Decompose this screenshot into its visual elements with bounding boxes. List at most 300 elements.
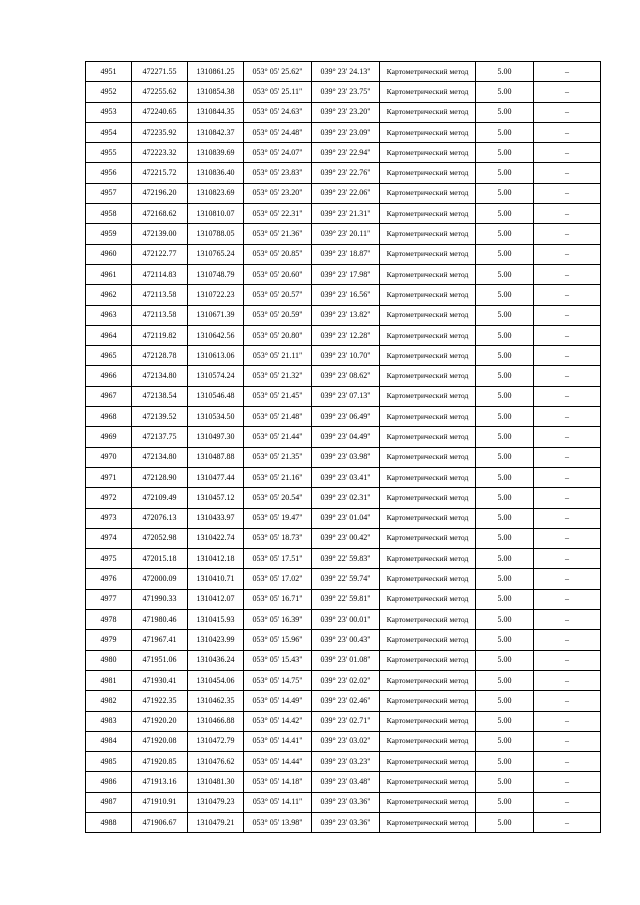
y-coordinate-cell: 1310574.24	[188, 366, 244, 386]
accuracy-cell: 5.00	[476, 610, 534, 630]
longitude-cell: 039° 23' 23.20"	[312, 102, 380, 122]
note-cell: –	[534, 305, 601, 325]
note-cell: –	[534, 792, 601, 812]
table-row	[86, 731, 601, 751]
method-cell: Картометрический метод	[380, 143, 476, 163]
accuracy-cell: 5.00	[476, 264, 534, 284]
accuracy-cell: 5.00	[476, 183, 534, 203]
longitude-cell: 039° 23' 06.49"	[312, 407, 380, 427]
method-cell: Картометрический метод	[380, 792, 476, 812]
note-cell: –	[534, 325, 601, 345]
table-row	[86, 346, 601, 366]
x-coordinate-cell: 471910.91	[132, 792, 188, 812]
note-cell: –	[534, 467, 601, 487]
accuracy-cell: 5.00	[476, 691, 534, 711]
y-coordinate-cell: 1310472.79	[188, 731, 244, 751]
table-row	[86, 670, 601, 690]
longitude-cell: 039° 23' 23.09"	[312, 122, 380, 142]
accuracy-cell: 5.00	[476, 427, 534, 447]
latitude-cell: 053° 05' 21.35"	[244, 447, 312, 467]
y-coordinate-cell: 1310436.24	[188, 650, 244, 670]
method-cell: Картометрический метод	[380, 102, 476, 122]
latitude-cell: 053° 05' 24.63"	[244, 102, 312, 122]
accuracy-cell: 5.00	[476, 711, 534, 731]
point-number-cell: 4988	[86, 812, 132, 832]
latitude-cell: 053° 05' 18.73"	[244, 528, 312, 548]
point-number-cell: 4957	[86, 183, 132, 203]
accuracy-cell: 5.00	[476, 62, 534, 82]
table-row	[86, 224, 601, 244]
point-number-cell: 4963	[86, 305, 132, 325]
accuracy-cell: 5.00	[476, 366, 534, 386]
point-number-cell: 4958	[86, 204, 132, 224]
accuracy-cell: 5.00	[476, 244, 534, 264]
latitude-cell: 053° 05' 24.07"	[244, 143, 312, 163]
longitude-cell: 039° 23' 16.56"	[312, 285, 380, 305]
method-cell: Картометрический метод	[380, 528, 476, 548]
table-row	[86, 569, 601, 589]
y-coordinate-cell: 1310613.06	[188, 346, 244, 366]
latitude-cell: 053° 05' 20.59"	[244, 305, 312, 325]
y-coordinate-cell: 1310748.79	[188, 264, 244, 284]
accuracy-cell: 5.00	[476, 122, 534, 142]
accuracy-cell: 5.00	[476, 346, 534, 366]
longitude-cell: 039° 23' 10.70"	[312, 346, 380, 366]
longitude-cell: 039° 22' 59.74"	[312, 569, 380, 589]
y-coordinate-cell: 1310410.71	[188, 569, 244, 589]
latitude-cell: 053° 05' 24.48"	[244, 122, 312, 142]
accuracy-cell: 5.00	[476, 305, 534, 325]
y-coordinate-cell: 1310534.50	[188, 407, 244, 427]
table-row	[86, 772, 601, 792]
latitude-cell: 053° 05' 25.11"	[244, 82, 312, 102]
table-row	[86, 447, 601, 467]
table-row	[86, 62, 601, 82]
longitude-cell: 039° 23' 03.02"	[312, 731, 380, 751]
y-coordinate-cell: 1310546.48	[188, 386, 244, 406]
table-row	[86, 752, 601, 772]
note-cell: –	[534, 508, 601, 528]
longitude-cell: 039° 23' 18.87"	[312, 244, 380, 264]
note-cell: –	[534, 610, 601, 630]
table-row	[86, 508, 601, 528]
latitude-cell: 053° 05' 21.32"	[244, 366, 312, 386]
table-row	[86, 427, 601, 447]
longitude-cell: 039° 23' 03.98"	[312, 447, 380, 467]
y-coordinate-cell: 1310454.06	[188, 670, 244, 690]
latitude-cell: 053° 05' 23.20"	[244, 183, 312, 203]
table-row	[86, 325, 601, 345]
method-cell: Картометрический метод	[380, 508, 476, 528]
note-cell: –	[534, 62, 601, 82]
note-cell: –	[534, 224, 601, 244]
note-cell: –	[534, 670, 601, 690]
x-coordinate-cell: 472255.62	[132, 82, 188, 102]
table-row	[86, 183, 601, 203]
point-number-cell: 4973	[86, 508, 132, 528]
method-cell: Картометрический метод	[380, 224, 476, 244]
y-coordinate-cell: 1310481.30	[188, 772, 244, 792]
method-cell: Картометрический метод	[380, 427, 476, 447]
table-row	[86, 528, 601, 548]
note-cell: –	[534, 346, 601, 366]
point-number-cell: 4956	[86, 163, 132, 183]
longitude-cell: 039° 23' 00.01"	[312, 610, 380, 630]
longitude-cell: 039° 23' 03.23"	[312, 752, 380, 772]
point-number-cell: 4985	[86, 752, 132, 772]
note-cell: –	[534, 752, 601, 772]
note-cell: –	[534, 285, 601, 305]
y-coordinate-cell: 1310836.40	[188, 163, 244, 183]
note-cell: –	[534, 143, 601, 163]
x-coordinate-cell: 472000.09	[132, 569, 188, 589]
point-number-cell: 4960	[86, 244, 132, 264]
accuracy-cell: 5.00	[476, 447, 534, 467]
point-number-cell: 4970	[86, 447, 132, 467]
point-number-cell: 4967	[86, 386, 132, 406]
table-row	[86, 143, 601, 163]
x-coordinate-cell: 471913.16	[132, 772, 188, 792]
longitude-cell: 039° 23' 01.08"	[312, 650, 380, 670]
longitude-cell: 039° 23' 02.71"	[312, 711, 380, 731]
latitude-cell: 053° 05' 15.96"	[244, 630, 312, 650]
y-coordinate-cell: 1310412.07	[188, 589, 244, 609]
method-cell: Картометрический метод	[380, 488, 476, 508]
y-coordinate-cell: 1310788.05	[188, 224, 244, 244]
note-cell: –	[534, 569, 601, 589]
point-number-cell: 4968	[86, 407, 132, 427]
method-cell: Картометрический метод	[380, 386, 476, 406]
x-coordinate-cell: 472015.18	[132, 549, 188, 569]
table-row	[86, 650, 601, 670]
latitude-cell: 053° 05' 20.54"	[244, 488, 312, 508]
method-cell: Картометрический метод	[380, 549, 476, 569]
table-row	[86, 589, 601, 609]
accuracy-cell: 5.00	[476, 670, 534, 690]
table-row	[86, 711, 601, 731]
latitude-cell: 053° 05' 14.49"	[244, 691, 312, 711]
accuracy-cell: 5.00	[476, 224, 534, 244]
note-cell: –	[534, 488, 601, 508]
longitude-cell: 039° 22' 59.83"	[312, 549, 380, 569]
method-cell: Картометрический метод	[380, 366, 476, 386]
x-coordinate-cell: 472271.55	[132, 62, 188, 82]
method-cell: Картометрический метод	[380, 122, 476, 142]
method-cell: Картометрический метод	[380, 82, 476, 102]
x-coordinate-cell: 471980.46	[132, 610, 188, 630]
point-number-cell: 4977	[86, 589, 132, 609]
y-coordinate-cell: 1310810.07	[188, 204, 244, 224]
x-coordinate-cell: 471951.06	[132, 650, 188, 670]
longitude-cell: 039° 23' 24.13"	[312, 62, 380, 82]
y-coordinate-cell: 1310497.30	[188, 427, 244, 447]
point-number-cell: 4952	[86, 82, 132, 102]
note-cell: –	[534, 528, 601, 548]
table-row	[86, 549, 601, 569]
note-cell: –	[534, 122, 601, 142]
latitude-cell: 053° 05' 25.62"	[244, 62, 312, 82]
table-row	[86, 204, 601, 224]
method-cell: Картометрический метод	[380, 812, 476, 832]
y-coordinate-cell: 1310842.37	[188, 122, 244, 142]
y-coordinate-cell: 1310854.38	[188, 82, 244, 102]
x-coordinate-cell: 472240.65	[132, 102, 188, 122]
method-cell: Картометрический метод	[380, 244, 476, 264]
accuracy-cell: 5.00	[476, 812, 534, 832]
point-number-cell: 4981	[86, 670, 132, 690]
table-row	[86, 467, 601, 487]
table-row	[86, 82, 601, 102]
y-coordinate-cell: 1310487.88	[188, 447, 244, 467]
note-cell: –	[534, 264, 601, 284]
method-cell: Картометрический метод	[380, 204, 476, 224]
point-number-cell: 4959	[86, 224, 132, 244]
x-coordinate-cell: 472113.58	[132, 285, 188, 305]
x-coordinate-cell: 472138.54	[132, 386, 188, 406]
longitude-cell: 039° 23' 22.76"	[312, 163, 380, 183]
method-cell: Картометрический метод	[380, 731, 476, 751]
table-row	[86, 366, 601, 386]
method-cell: Картометрический метод	[380, 183, 476, 203]
method-cell: Картометрический метод	[380, 407, 476, 427]
latitude-cell: 053° 05' 14.18"	[244, 772, 312, 792]
x-coordinate-cell: 472052.98	[132, 528, 188, 548]
latitude-cell: 053° 05' 14.42"	[244, 711, 312, 731]
accuracy-cell: 5.00	[476, 731, 534, 751]
x-coordinate-cell: 472076.13	[132, 508, 188, 528]
table-row	[86, 264, 601, 284]
note-cell: –	[534, 244, 601, 264]
point-number-cell: 4965	[86, 346, 132, 366]
table-row	[86, 102, 601, 122]
note-cell: –	[534, 630, 601, 650]
y-coordinate-cell: 1310844.35	[188, 102, 244, 122]
accuracy-cell: 5.00	[476, 650, 534, 670]
method-cell: Картометрический метод	[380, 467, 476, 487]
accuracy-cell: 5.00	[476, 163, 534, 183]
point-number-cell: 4954	[86, 122, 132, 142]
latitude-cell: 053° 05' 20.57"	[244, 285, 312, 305]
longitude-cell: 039° 23' 03.36"	[312, 812, 380, 832]
note-cell: –	[534, 650, 601, 670]
accuracy-cell: 5.00	[476, 82, 534, 102]
note-cell: –	[534, 82, 601, 102]
x-coordinate-cell: 471920.85	[132, 752, 188, 772]
method-cell: Картометрический метод	[380, 285, 476, 305]
point-number-cell: 4984	[86, 731, 132, 751]
y-coordinate-cell: 1310479.21	[188, 812, 244, 832]
x-coordinate-cell: 472134.80	[132, 447, 188, 467]
table-row	[86, 630, 601, 650]
longitude-cell: 039° 23' 03.48"	[312, 772, 380, 792]
longitude-cell: 039° 22' 59.81"	[312, 589, 380, 609]
point-number-cell: 4966	[86, 366, 132, 386]
y-coordinate-cell: 1310476.62	[188, 752, 244, 772]
note-cell: –	[534, 366, 601, 386]
table-row	[86, 244, 601, 264]
x-coordinate-cell: 472215.72	[132, 163, 188, 183]
note-cell: –	[534, 711, 601, 731]
x-coordinate-cell: 471990.33	[132, 589, 188, 609]
y-coordinate-cell: 1310433.97	[188, 508, 244, 528]
method-cell: Картометрический метод	[380, 62, 476, 82]
note-cell: –	[534, 427, 601, 447]
table-row	[86, 691, 601, 711]
x-coordinate-cell: 472113.58	[132, 305, 188, 325]
latitude-cell: 053° 05' 17.51"	[244, 549, 312, 569]
point-number-cell: 4979	[86, 630, 132, 650]
longitude-cell: 039° 23' 00.42"	[312, 528, 380, 548]
accuracy-cell: 5.00	[476, 752, 534, 772]
longitude-cell: 039° 23' 02.46"	[312, 691, 380, 711]
point-number-cell: 4975	[86, 549, 132, 569]
latitude-cell: 053° 05' 17.02"	[244, 569, 312, 589]
accuracy-cell: 5.00	[476, 467, 534, 487]
y-coordinate-cell: 1310415.93	[188, 610, 244, 630]
y-coordinate-cell: 1310466.88	[188, 711, 244, 731]
accuracy-cell: 5.00	[476, 630, 534, 650]
point-number-cell: 4976	[86, 569, 132, 589]
y-coordinate-cell: 1310412.18	[188, 549, 244, 569]
accuracy-cell: 5.00	[476, 508, 534, 528]
point-number-cell: 4980	[86, 650, 132, 670]
latitude-cell: 053° 05' 16.71"	[244, 589, 312, 609]
latitude-cell: 053° 05' 13.98"	[244, 812, 312, 832]
point-number-cell: 4972	[86, 488, 132, 508]
x-coordinate-cell: 472196.20	[132, 183, 188, 203]
x-coordinate-cell: 472134.80	[132, 366, 188, 386]
method-cell: Картометрический метод	[380, 610, 476, 630]
accuracy-cell: 5.00	[476, 772, 534, 792]
method-cell: Картометрический метод	[380, 163, 476, 183]
longitude-cell: 039° 23' 02.31"	[312, 488, 380, 508]
note-cell: –	[534, 204, 601, 224]
accuracy-cell: 5.00	[476, 488, 534, 508]
point-number-cell: 4962	[86, 285, 132, 305]
accuracy-cell: 5.00	[476, 143, 534, 163]
x-coordinate-cell: 471920.08	[132, 731, 188, 751]
method-cell: Картометрический метод	[380, 691, 476, 711]
latitude-cell: 053° 05' 21.36"	[244, 224, 312, 244]
x-coordinate-cell: 471906.67	[132, 812, 188, 832]
accuracy-cell: 5.00	[476, 285, 534, 305]
x-coordinate-cell: 472128.90	[132, 467, 188, 487]
longitude-cell: 039° 23' 00.43"	[312, 630, 380, 650]
table-row	[86, 812, 601, 832]
latitude-cell: 053° 05' 15.43"	[244, 650, 312, 670]
point-number-cell: 4978	[86, 610, 132, 630]
note-cell: –	[534, 407, 601, 427]
table-row	[86, 163, 601, 183]
longitude-cell: 039° 23' 20.11"	[312, 224, 380, 244]
table-row	[86, 285, 601, 305]
y-coordinate-cell: 1310861.25	[188, 62, 244, 82]
x-coordinate-cell: 471967.41	[132, 630, 188, 650]
accuracy-cell: 5.00	[476, 792, 534, 812]
x-coordinate-cell: 472109.49	[132, 488, 188, 508]
longitude-cell: 039° 23' 04.49"	[312, 427, 380, 447]
longitude-cell: 039° 23' 02.02"	[312, 670, 380, 690]
y-coordinate-cell: 1310642.56	[188, 325, 244, 345]
table-row	[86, 386, 601, 406]
y-coordinate-cell: 1310422.74	[188, 528, 244, 548]
table-row	[86, 792, 601, 812]
longitude-cell: 039° 23' 12.28"	[312, 325, 380, 345]
table-row	[86, 407, 601, 427]
note-cell: –	[534, 589, 601, 609]
note-cell: –	[534, 549, 601, 569]
latitude-cell: 053° 05' 21.48"	[244, 407, 312, 427]
latitude-cell: 053° 05' 21.45"	[244, 386, 312, 406]
x-coordinate-cell: 472139.52	[132, 407, 188, 427]
x-coordinate-cell: 472235.92	[132, 122, 188, 142]
longitude-cell: 039° 23' 03.36"	[312, 792, 380, 812]
accuracy-cell: 5.00	[476, 569, 534, 589]
longitude-cell: 039° 23' 03.41"	[312, 467, 380, 487]
x-coordinate-cell: 472119.82	[132, 325, 188, 345]
method-cell: Картометрический метод	[380, 569, 476, 589]
point-number-cell: 4983	[86, 711, 132, 731]
y-coordinate-cell: 1310479.23	[188, 792, 244, 812]
method-cell: Картометрический метод	[380, 447, 476, 467]
note-cell: –	[534, 812, 601, 832]
method-cell: Картометрический метод	[380, 305, 476, 325]
longitude-cell: 039° 23' 17.98"	[312, 264, 380, 284]
y-coordinate-cell: 1310477.44	[188, 467, 244, 487]
method-cell: Картометрический метод	[380, 752, 476, 772]
note-cell: –	[534, 447, 601, 467]
accuracy-cell: 5.00	[476, 204, 534, 224]
note-cell: –	[534, 691, 601, 711]
method-cell: Картометрический метод	[380, 264, 476, 284]
point-number-cell: 4986	[86, 772, 132, 792]
latitude-cell: 053° 05' 21.11"	[244, 346, 312, 366]
method-cell: Картометрический метод	[380, 711, 476, 731]
x-coordinate-cell: 472168.62	[132, 204, 188, 224]
longitude-cell: 039° 23' 21.31"	[312, 204, 380, 224]
x-coordinate-cell: 471922.35	[132, 691, 188, 711]
method-cell: Картометрический метод	[380, 630, 476, 650]
latitude-cell: 053° 05' 21.16"	[244, 467, 312, 487]
latitude-cell: 053° 05' 19.47"	[244, 508, 312, 528]
point-number-cell: 4964	[86, 325, 132, 345]
longitude-cell: 039° 23' 01.04"	[312, 508, 380, 528]
accuracy-cell: 5.00	[476, 528, 534, 548]
longitude-cell: 039° 23' 22.06"	[312, 183, 380, 203]
latitude-cell: 053° 05' 23.83"	[244, 163, 312, 183]
latitude-cell: 053° 05' 21.44"	[244, 427, 312, 447]
method-cell: Картометрический метод	[380, 650, 476, 670]
note-cell: –	[534, 163, 601, 183]
latitude-cell: 053° 05' 16.39"	[244, 610, 312, 630]
latitude-cell: 053° 05' 14.75"	[244, 670, 312, 690]
latitude-cell: 053° 05' 20.80"	[244, 325, 312, 345]
longitude-cell: 039° 23' 13.82"	[312, 305, 380, 325]
method-cell: Картометрический метод	[380, 346, 476, 366]
latitude-cell: 053° 05' 14.44"	[244, 752, 312, 772]
x-coordinate-cell: 472137.75	[132, 427, 188, 447]
point-number-cell: 4951	[86, 62, 132, 82]
longitude-cell: 039° 23' 23.75"	[312, 82, 380, 102]
latitude-cell: 053° 05' 20.85"	[244, 244, 312, 264]
method-cell: Картометрический метод	[380, 325, 476, 345]
y-coordinate-cell: 1310823.69	[188, 183, 244, 203]
method-cell: Картометрический метод	[380, 589, 476, 609]
longitude-cell: 039° 23' 08.62"	[312, 366, 380, 386]
accuracy-cell: 5.00	[476, 102, 534, 122]
latitude-cell: 053° 05' 20.60"	[244, 264, 312, 284]
point-number-cell: 4953	[86, 102, 132, 122]
